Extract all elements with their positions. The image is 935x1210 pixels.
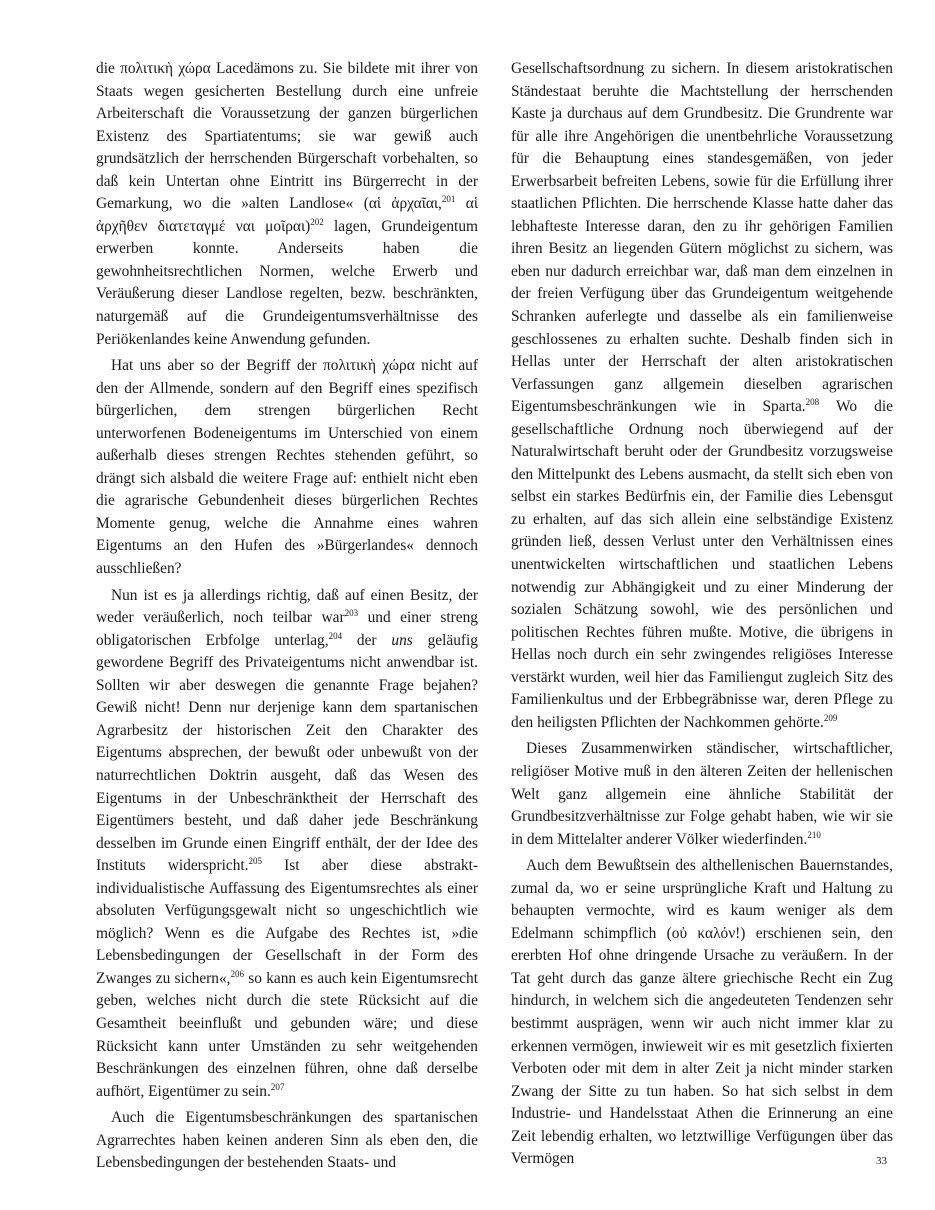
text-run: αἱ ἀρχῆθεν διατεταγμέ ναι μοῖραι) xyxy=(96,195,478,235)
paragraph xyxy=(96,58,478,351)
paragraph xyxy=(96,1107,478,1175)
text-run: geläufig gewordene Begriff des Privateigentums nicht anwendbar ist. Sollten wir aber deswegen die genannte Frage bejahen? Gewiß nicht! Denn nur derjenige kann dem spartanischen Agrarbesitz der historischen Zeit den Charakter des Eigentums absprechen, der bewußt oder unbewußt von der naturrechtlichen Doktrin ausgeht, daß das Wesen des Eigentums in der Unbeschränktheit der Herrschaft des Eigentümers besteht, und daß daher jede Beschränkung desselben im Grunde einen Eingriff enthält, der der Idee des Instituts widerspricht. xyxy=(96,631,478,875)
text-run: der xyxy=(342,631,392,649)
footnote-reference: 209 xyxy=(823,712,838,723)
text-run: Ist aber diese abstrakt-individualistische Auffassung des Eigentumsrechtes als einer absoluten Verfügungsgewalt nicht so ungeschichtlich wie möglich? Wenn es die Aufgabe des Rechtes ist, »die Lebensbedingungen der Gesellschaft in der Form des Zwanges zu sichern«, xyxy=(96,857,478,987)
paragraph xyxy=(96,585,478,1104)
paragraph xyxy=(96,355,478,580)
footnote-reference: 201 xyxy=(441,194,456,205)
paragraph xyxy=(511,738,893,851)
text-run: und einer streng obligatorischen Erbfolge unterlag, xyxy=(96,609,479,649)
left-column xyxy=(96,58,478,1175)
text-run: Hat uns aber so der Begriff der πολιτικὴ χώρα nicht auf den der Allmende, sondern auf den Begriff eines spezifisch bürgerlichen, dem strengen bürgerlichen Recht unterworfenen Bodeneigentums im Unterschied von einem außerhalb dieses strengen Rechtes stehenden geführt, so drängt sich alsbald die weitere Frage auf: enthielt nicht eben die agrarische Gebundenheit dieses bürgerlichen Rechtes Momente genug, welche die Annahme eines wahren Eigentums an den Hufen des »Bürgerlandes« dennoch ausschließen? xyxy=(96,357,478,578)
footnote-reference: 202 xyxy=(310,216,324,227)
text-run: Wo die gesellschaftliche Ordnung noch überwiegend auf der Naturalwirtschaft beruht oder der Grundbesitz vorzugsweise den Mittelpunkt des Lebens ausmacht, da stellt sich eben von selbst ein starkes Bedürfnis ein, der Familie dies Lebensgut zu erhalten, auf das sich allein eine selbständige Existenz gründen ließ, dessen Verlust unter den Verhältnissen eines unentwickelten wirtschaftlichen und staatlichen Lebens notwendig zur Abhängigkeit und zu einer Minderung der sozialen Schätzung sowohl, wie des persönlichen und politischen Rechtes führen mußte. Motive, die übrigens in Hellas noch durch ein sehr zwingendes religiöses Interesse verstärkt wurden, weil hier das Familiengut zugleich Sitz des Familienkultus und der Erbbegräbnisse war, deren Pflege zu den heiligsten Pflichten der Nachkommen gehörte. xyxy=(511,398,893,731)
text-run: so kann es auch kein Eigentumsrecht geben, welches nicht durch die stete Rücksicht auf die Gesamtheit beeinflußt und gebunden wäre; und diese Rücksicht kann unter Umständen zu sehr weitgehenden Beschränkungen des einzelnen führen, ohne daß derselbe aufhört, Eigentümer zu sein. xyxy=(96,969,478,1100)
page-number: 33 xyxy=(876,1155,887,1167)
text-run: Nun ist es ja allerdings richtig, daß auf einen Besitz, der weder veräußerlich, noch teilbar war xyxy=(96,586,478,627)
footnote-reference: 207 xyxy=(270,1081,285,1092)
text-run: die πολιτικὴ χώρα Lacedämons zu. Sie bildete mit ihrer von Staats wegen gesicherten Bestellung durch eine unfreie Arbeiterschaft die Voraussetzung der ganzen bürgerlichen Existenz des Spartiatentums; sie war gewiß auch grundsätzlich der herrschenden Bürgerschaft vorbehalten, so daß kein Untertan ohne Eintritt ins Bürgerrecht in der Gemarkung, wo die »alten Landlose« (αἱ ἀρχαῖαι, xyxy=(96,60,478,213)
paragraph xyxy=(511,58,893,734)
footnote-reference: 208 xyxy=(805,397,820,408)
text-run: Dieses Zusammenwirken ständischer, wirtschaftlicher, religiöser Motive muß in den älteren Zeiten der hellenischen Welt ganz allgemein eine ähnliche Stabilität der Grundbesitzverhältnisse zur Folge gehabt haben, wie wir sie in dem Mittelalter anderer Völker wiederfinden. xyxy=(511,740,893,848)
text-run: Auch dem Bewußtsein des althellenischen Bauernstandes, zumal da, wo er seine ursprüngliche Kraft und Haltung zu behaupten vermochte, wird es kaum weniger als dem Edelmann schimpflich (οὐ καλόν!) erschienen sein, den ererbten Hof ohne dringende Ursache zu veräußern. In der Tat geht durch das ganze ältere griechische Recht ein Zug hindurch, in welchem sich die angedeuteten Tendenzen sehr bestimmt ausprägen, wenn wir auch nicht immer klar zu erkennen vermögen, inwieweit wir es mit gesetzlich fixierten Verboten oder mit dem in alter Zeit ja nicht minder starken Zwang der Sitte zu tun haben. So hat sich selbst in dem Industrie- und Handelsstaat Athen die Erinnerung an eine Zeit lebendig erhalten, wo letztwillige Verfügungen über das Vermögen xyxy=(511,857,893,1168)
footnote-reference: 205 xyxy=(248,856,263,867)
footnote-reference: 203 xyxy=(344,608,359,619)
right-column xyxy=(511,58,893,1171)
footnote-reference: 210 xyxy=(807,829,821,840)
text-run: lagen, Grundeigentum erwerben konnte. Anderseits haben die gewohnheitsrechtlichen Normen, welche Erwerb und Veräußerung dieser Landlose regelten, bezw. beschränkten, naturgemäß auf die Grundeigentumsverhältnisse des Periökenlandes keine Anwendung gefunden. xyxy=(96,217,478,348)
emphasized-text: uns xyxy=(391,631,413,649)
footnote-reference: 204 xyxy=(328,630,343,641)
paragraph xyxy=(511,855,893,1171)
footnote-reference: 206 xyxy=(230,968,245,979)
text-run: Gesellschaftsordnung zu sichern. In diesem aristokratischen Ständestaat beruhte die Machtstellung der herrschenden Kaste ja durchaus auf dem Grundbesitz. Die Grundrente war für alle ihre Angehörigen die unentbehrliche Voraussetzung für die Behauptung eines standesgemäßen, von jeder Erwerbsarbeit befreiten Lebens, sowie für die Erfüllung ihrer staatlichen Pflichten. Die herrschende Klasse hatte daher das lebhafteste Interesse daran, den zu ihr gehörigen Familien ihren Besitz an liegenden Gütern möglichst zu sichern, was eben nur dadurch erreichbar war, daß man dem einzelnen in der freien Verfügung über das Grundeigentum weitgehende Schranken auferlegte und dasselbe als ein familienweise geschlossenes zu erhalten suchte. Deshalb finden sich in Hellas unter der Herrschaft der alten aristokratischen Verfassungen ganz allgemein dieselben agrarischen Eigentumsbeschränkungen wie in Sparta. xyxy=(511,60,893,416)
text-run: Auch die Eigentumsbeschränkungen des spartanischen Agrarrechtes haben keinen anderen Sinn als eben den, die Lebensbedingungen der bestehenden Staats- und xyxy=(96,1109,478,1172)
